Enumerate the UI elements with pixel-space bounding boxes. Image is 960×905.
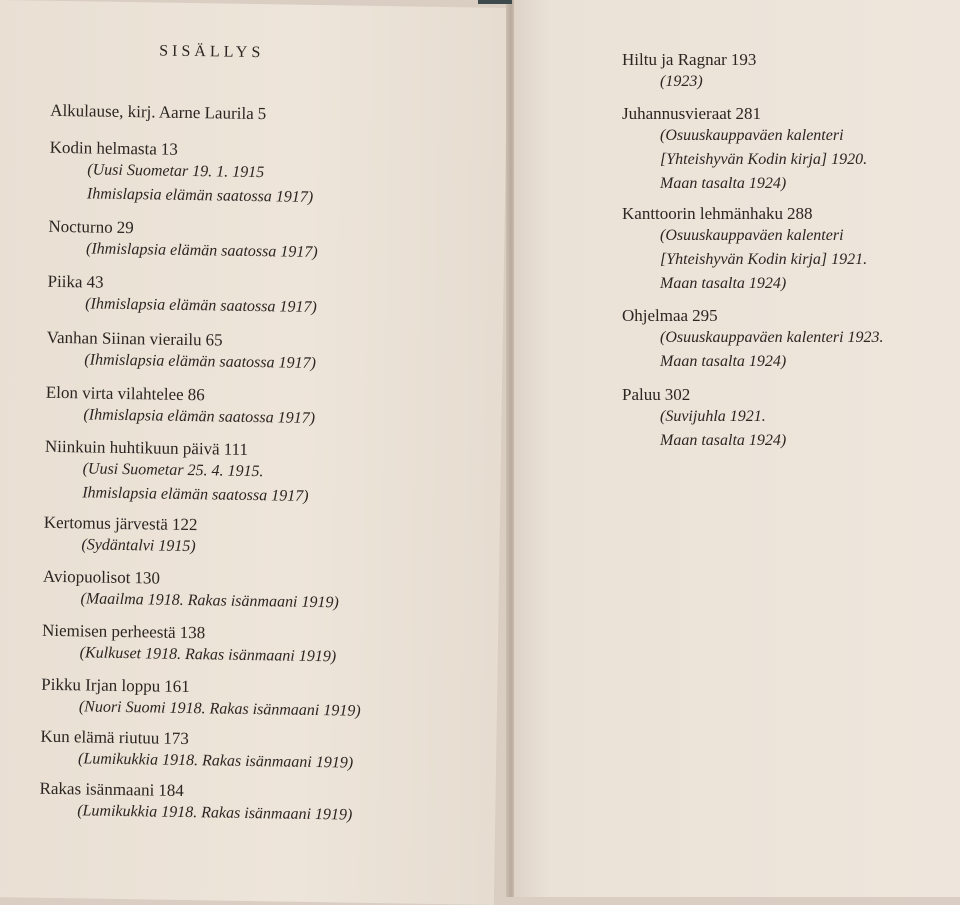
entry-title: Aviopuolisot <box>42 566 131 588</box>
toc-entry <box>46 328 316 376</box>
toc-entry <box>42 621 337 670</box>
entry-source-line: (Ihmislapsia elämän saatossa 1917) <box>84 351 317 373</box>
toc-entry <box>48 217 318 265</box>
entry-source-line: (Osuuskauppaväen kalenteri <box>660 227 844 244</box>
entry-source-line: Maan tasalta 1924) <box>660 432 787 449</box>
entry-source-line: Ihmislapsia elämän saatossa 1917) <box>86 185 314 206</box>
entry-heading <box>622 306 884 326</box>
entry-heading <box>622 385 786 405</box>
entry-source-line: (Lumikukkia 1918. Rakas isänmaani 1919) <box>77 802 353 824</box>
entry-title: Kertomus järvestä <box>43 512 169 534</box>
entry-title: Rakas isänmaani <box>39 778 155 800</box>
entry-source-line: (Sydäntalvi 1915) <box>81 536 196 556</box>
entry-page-number: 5 <box>257 104 267 124</box>
toc-entry <box>39 779 353 828</box>
entry-source-line: (Osuuskauppaväen kalenteri 1923. <box>660 329 884 346</box>
entry-title: Kanttoorin lehmänhaku <box>622 204 783 223</box>
toc-entry <box>622 204 867 296</box>
toc-entry <box>622 306 884 374</box>
entry-page-number: 130 <box>134 568 161 588</box>
entry-source-line: Maan tasalta 1924) <box>660 275 787 292</box>
entry-heading <box>50 101 270 124</box>
entry-source-line: (Ihmislapsia elämän saatossa 1917) <box>85 295 317 317</box>
entry-title: Pikku Irjan loppu <box>41 674 161 696</box>
entry-heading <box>622 204 867 224</box>
entry-page-number: 184 <box>158 780 184 800</box>
toc-entry <box>47 272 317 320</box>
entry-source-line: (Kulkuset 1918. Rakas isänmaani 1919) <box>79 644 337 666</box>
entry-title: Nocturno <box>48 216 113 237</box>
entry-source-line: (Lumikukkia 1918. Rakas isänmaani 1919) <box>77 750 354 772</box>
entry-source-line: (Maailma 1918. Rakas isänmaani 1919) <box>80 590 339 612</box>
entry-source-line: Ihmislapsia elämän saatossa 1917) <box>82 484 309 505</box>
toc-entry <box>40 727 354 776</box>
entry-source-line: (Ihmislapsia elämän saatossa 1917) <box>85 240 318 262</box>
entry-title: Niemisen perheestä <box>41 620 176 642</box>
entry-title: Kodin helmasta <box>49 137 158 159</box>
entry-source-line: [Yhteishyvän Kodin kirja] 1920. <box>660 151 868 168</box>
toc-entry <box>50 101 270 124</box>
toc-entry <box>622 50 760 94</box>
entry-source-line: (1923) <box>660 73 703 90</box>
entry-page-number: 281 <box>735 104 762 123</box>
entry-title: Piika <box>47 271 83 292</box>
toc-entry <box>622 104 867 196</box>
entry-title: Juhannusvieraat <box>622 104 732 123</box>
entry-source-line: [Yhteishyvän Kodin kirja] 1921. <box>660 251 868 268</box>
entry-source-line: (Uusi Suometar 19. 1. 1915 <box>87 161 265 182</box>
toc-title: SISÄLLYS <box>159 42 265 62</box>
toc-entry <box>43 513 201 559</box>
entry-page-number: 65 <box>205 330 223 350</box>
entry-title: Paluu <box>622 385 661 404</box>
toc-entry <box>622 385 786 453</box>
entry-source-line: (Ihmislapsia elämän saatossa 1917) <box>83 406 316 427</box>
toc-entry <box>41 675 361 724</box>
entry-source-line: (Uusi Suometar 25. 4. 1915. <box>82 460 264 481</box>
bookmark-tab <box>478 0 512 4</box>
entry-page-number: 111 <box>223 439 249 459</box>
entry-page-number: 86 <box>187 384 205 405</box>
entry-page-number: 295 <box>692 306 718 325</box>
entry-title: Hiltu ja Ragnar <box>622 50 727 69</box>
entry-title: Niinkuin huhtikuun päivä <box>44 436 220 459</box>
entry-heading <box>44 513 202 535</box>
toc-entry <box>45 383 315 431</box>
toc-entry <box>42 567 339 616</box>
entry-page-number: 302 <box>664 385 691 404</box>
entry-title: Vanhan Siinan vierailu <box>46 327 202 350</box>
entry-page-number: 138 <box>179 622 206 643</box>
entry-page-number: 193 <box>730 50 757 69</box>
right-page <box>514 0 960 897</box>
entry-source-line: (Nuori Suomi 1918. Rakas isänmaani 1919) <box>78 698 361 720</box>
entry-page-number: 43 <box>86 272 104 292</box>
entry-page-number: 122 <box>171 514 198 535</box>
entry-page-number: 288 <box>787 204 813 223</box>
entry-source-line: (Suvijuhla 1921. <box>660 408 766 425</box>
entry-source-line: (Osuuskauppaväen kalenteri <box>660 127 844 144</box>
entry-page-number: 161 <box>164 676 190 697</box>
entry-source-line: Maan tasalta 1924) <box>660 353 787 370</box>
entry-title: Kun elämä riutuu <box>40 726 160 748</box>
entry-source-line: Maan tasalta 1924) <box>660 175 787 192</box>
entry-page-number: 29 <box>116 217 134 238</box>
entry-title: Alkulause, kirj. Aarne Laurila <box>50 100 254 123</box>
toc-entry <box>44 437 309 509</box>
entry-heading <box>622 104 867 124</box>
entry-title: Ohjelmaa <box>622 306 689 325</box>
entry-page-number: 13 <box>160 139 178 159</box>
entry-page-number: 173 <box>163 728 190 749</box>
entry-heading <box>622 50 760 70</box>
toc-entry <box>49 138 314 210</box>
entry-title: Elon virta vilahtelee <box>45 382 184 404</box>
